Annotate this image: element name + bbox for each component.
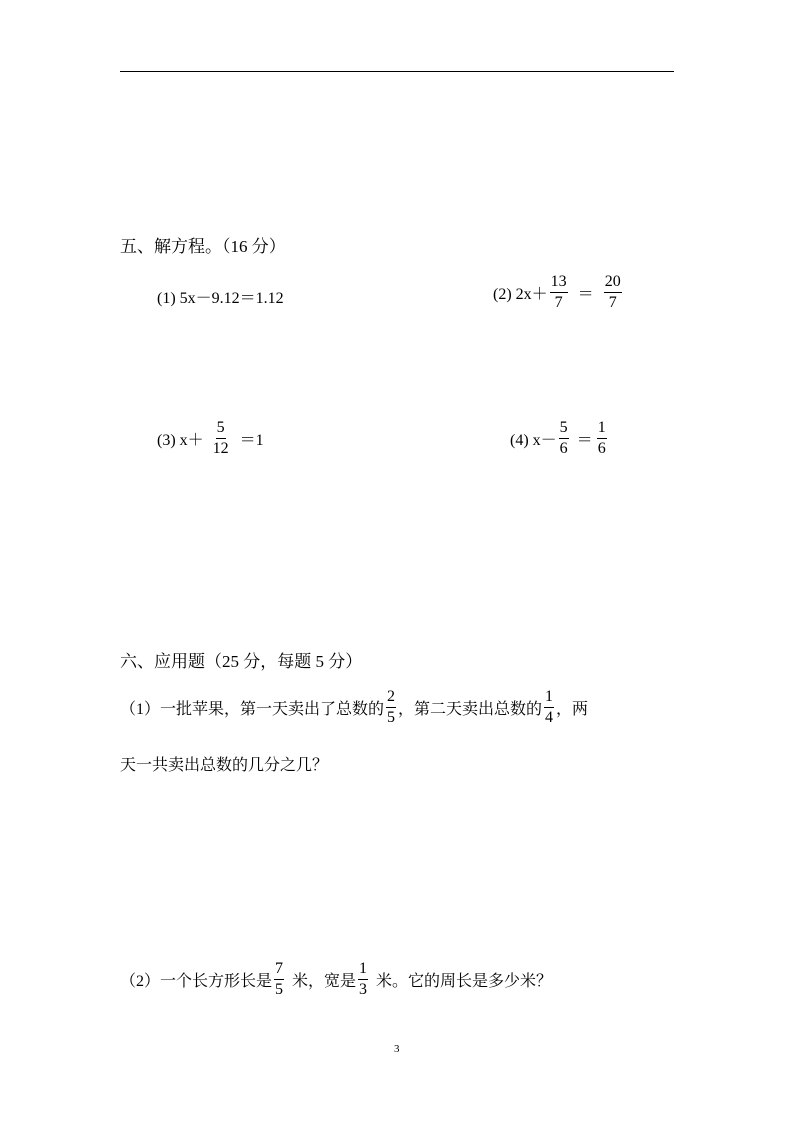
problem-1-line-2 [120,752,328,775]
problem-1-fraction-2 [544,689,554,726]
problem-1-text-c: ，两 [556,701,589,718]
section6-title: 六、应用题（25 分，每题 5 分） [120,652,363,671]
equation-4-left: (4) x－ [510,432,557,449]
fraction-denominator: 3 [359,981,368,998]
equation-2-fraction-1 [550,274,568,311]
equation-1-text: (1) 5x－9.12＝1.12 [157,290,284,307]
problem-2-text-c: 米。它的周长是多少米？ [376,973,553,990]
fraction-denominator: 12 [212,440,229,457]
fraction-numerator: 20 [604,274,622,293]
fraction-numerator: 13 [550,274,568,293]
equation-1 [157,285,284,308]
problem-1-text-a: （1）一批苹果，第一天卖出了总数的 [120,701,385,718]
equation-4 [510,420,609,457]
equation-3-right: ＝1 [239,432,264,449]
fraction-numerator: 2 [386,689,396,708]
header-rule [120,71,674,72]
equation-4-fraction-1 [559,420,569,457]
problem-2-text-b: 米，宽是 [292,973,357,990]
fraction-numerator: 5 [559,420,569,439]
fraction-numerator: 1 [358,961,368,980]
page-number: 3 [394,1043,400,1055]
fraction-denominator: 5 [387,709,396,726]
fraction-denominator: 6 [559,440,568,457]
fraction-numerator: 5 [216,420,226,439]
equation-3-left: (3) x＋ [157,432,204,449]
equation-2-equals: ＝ [577,286,594,303]
equation-2 [493,274,624,311]
fraction-denominator: 7 [608,294,617,311]
fraction-denominator: 4 [545,709,554,726]
problem-1-text-b: ，第二天卖出总数的 [398,701,543,718]
problem-1-fraction-1 [386,689,396,726]
fraction-numerator: 1 [597,420,607,439]
equation-3-fraction [212,420,230,457]
problem-1-line-1 [120,689,588,726]
equation-2-fraction-2 [604,274,622,311]
problem-1-text-line2: 天一共卖出总数的几分之几？ [120,757,329,774]
problem-2 [120,961,552,998]
fraction-denominator: 7 [554,294,563,311]
fraction-numerator: 1 [544,689,554,708]
section5-title: 五、解方程。（16 分） [120,237,286,256]
fraction-denominator: 6 [597,440,606,457]
fraction-numerator: 7 [274,961,284,980]
equation-2-left: (2) 2x＋ [493,286,548,303]
equation-4-fraction-2 [597,420,607,457]
problem-2-fraction-1 [274,961,284,998]
problem-2-fraction-2 [358,961,368,998]
fraction-denominator: 5 [275,981,284,998]
problem-2-text-a: （2）一个长方形长是 [120,973,273,990]
equation-4-equals: ＝ [576,432,593,449]
equation-3 [157,420,264,457]
